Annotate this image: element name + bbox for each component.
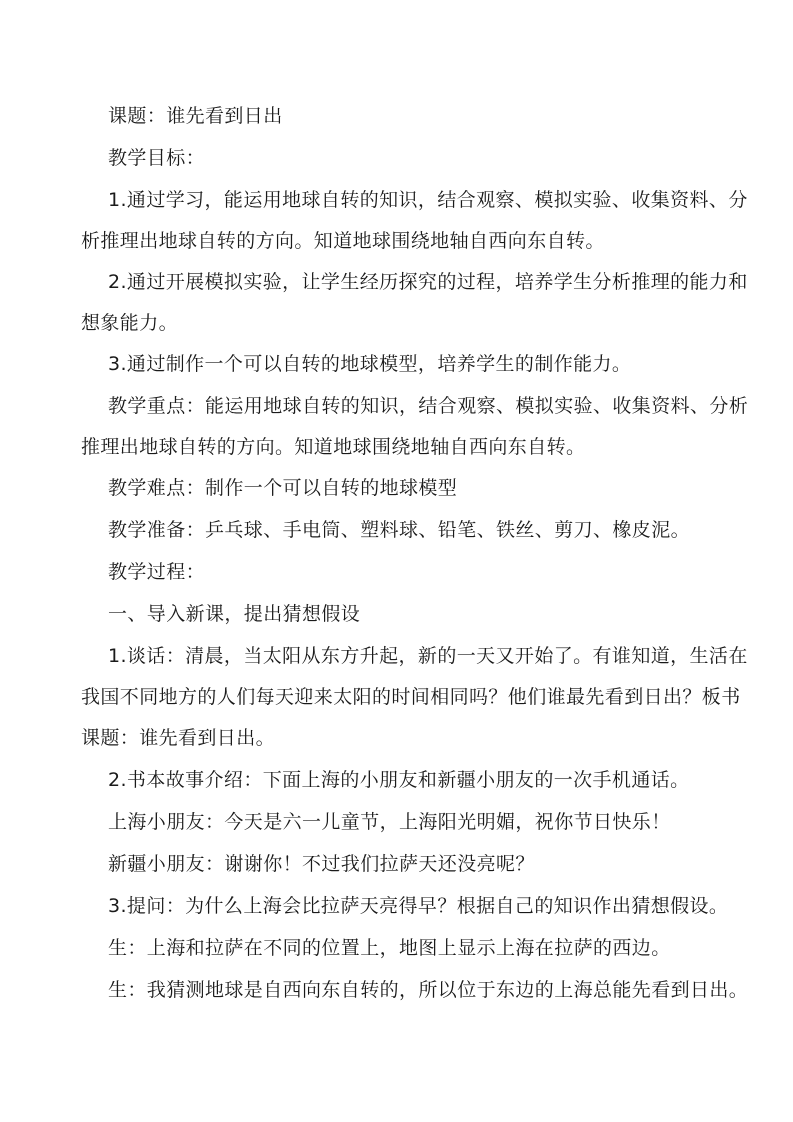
objectives-heading bbox=[108, 138, 723, 179]
objective-3-text: 3.通过制作一个可以自转的地球模型，培养学生的制作能力。 bbox=[108, 353, 632, 375]
student-answer-2 bbox=[108, 970, 749, 1011]
lesson-title bbox=[108, 96, 723, 137]
key-point-line-2: 推理出地球自转的方向。知道地球围绕地轴自西向东自转。 bbox=[81, 436, 586, 458]
section-1-heading-text: 一、导入新课，提出猜想假设 bbox=[108, 603, 361, 625]
objective-2-line-2: 想象能力。 bbox=[81, 312, 179, 334]
process-heading bbox=[108, 552, 723, 593]
lesson-title-text: 课题：谁先看到日出 bbox=[108, 105, 283, 127]
objective-1 bbox=[81, 180, 748, 262]
key-point bbox=[81, 386, 749, 468]
objective-2-line-1: 2.通过开展模拟实验，让学生经历探究的过程，培养学生分析推理的能力和 bbox=[108, 271, 748, 293]
step-1-line-2: 我国不同地方的人们每天迎来太阳的时间相同吗？他们谁最先看到日出？板书 bbox=[81, 686, 741, 708]
student-answer-2-text: 生：我猜测地球是自西向东自转的，所以位于东边的上海总能先看到日出。 bbox=[108, 979, 749, 1001]
objective-1-line-1: 1.通过学习，能运用地球自转的知识，结合观察、模拟实验、收集资料、分 bbox=[108, 189, 748, 211]
step-2 bbox=[108, 760, 723, 801]
step-1-line-1: 1.谈话：清晨，当太阳从东方升起，新的一天又开始了。有谁知道，生活在 bbox=[108, 645, 748, 667]
step-1-line-3: 课题：谁先看到日出。 bbox=[81, 727, 276, 749]
objective-2 bbox=[81, 262, 748, 344]
dialogue-shanghai bbox=[108, 802, 723, 843]
objective-1-line-2: 析推理出地球自转的方向。知道地球围绕地轴自西向东自转。 bbox=[81, 230, 605, 252]
dialogue-xinjiang bbox=[108, 844, 723, 885]
process-heading-text: 教学过程： bbox=[108, 561, 206, 583]
student-answer-1-text: 生：上海和拉萨在不同的位置上，地图上显示上海在拉萨的西边。 bbox=[108, 937, 671, 959]
difficulty-text: 教学难点：制作一个可以自转的地球模型 bbox=[108, 477, 458, 499]
step-2-text: 2.书本故事介绍：下面上海的小朋友和新疆小朋友的一次手机通话。 bbox=[108, 769, 690, 791]
student-answer-1 bbox=[108, 928, 723, 969]
dialogue-shanghai-text: 上海小朋友：今天是六一儿童节，上海阳光明媚，祝你节日快乐！ bbox=[108, 811, 671, 833]
objective-3 bbox=[108, 344, 723, 385]
step-1 bbox=[81, 636, 748, 759]
preparation-text: 教学准备：乒乓球、手电筒、塑料球、铅笔、铁丝、剪刀、橡皮泥。 bbox=[108, 519, 691, 541]
objectives-heading-text: 教学目标： bbox=[108, 147, 206, 169]
preparation bbox=[108, 510, 723, 551]
difficulty bbox=[108, 468, 723, 509]
key-point-line-1: 教学重点：能运用地球自转的知识，结合观察、模拟实验、收集资料、分析 bbox=[108, 395, 749, 417]
section-1-heading bbox=[108, 594, 723, 635]
step-3-text: 3.提问：为什么上海会比拉萨天亮得早？根据自己的知识作出猜想假设。 bbox=[108, 895, 729, 917]
step-3 bbox=[108, 886, 729, 927]
dialogue-xinjiang-text: 新疆小朋友：谢谢你！不过我们拉萨天还没亮呢？ bbox=[108, 853, 535, 875]
